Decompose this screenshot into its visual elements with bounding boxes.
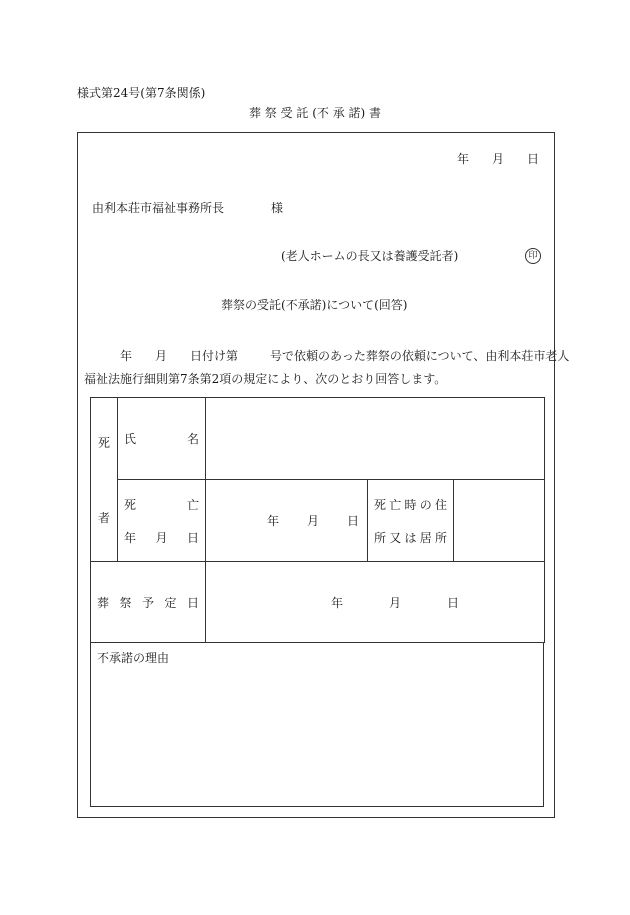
body-text-1: 号で依頼のあった葬祭の依頼について、由利本荘市老人 bbox=[270, 349, 570, 363]
honorific: 様 bbox=[271, 201, 284, 215]
body-day: 日付け第 bbox=[190, 349, 239, 363]
death-date-label: 死 亡 年 月 日 bbox=[118, 480, 206, 562]
death-date-value: 年 月 日 bbox=[206, 480, 368, 562]
date-day: 日 bbox=[527, 152, 540, 166]
date-month: 月 bbox=[492, 152, 505, 166]
form-number: 様式第24号(第7条関係) bbox=[77, 86, 206, 100]
name-label: 氏 名 bbox=[118, 398, 206, 480]
page-title: 葬 祭 受 託 (不 承 諾) 書 bbox=[248, 106, 382, 120]
sender-label: (老人ホームの長又は養護受託者) bbox=[281, 249, 459, 263]
body-year: 年 bbox=[120, 349, 133, 363]
deceased-char-1: 死 bbox=[97, 435, 110, 450]
deceased-header bbox=[91, 398, 118, 562]
address-label: 死 亡 時 の 住 所 又 は 居 所 bbox=[368, 480, 454, 562]
addressee: 由利本荘市福祉事務所長 bbox=[92, 201, 225, 215]
subject: 葬祭の受託(不承諾)について(回答) bbox=[221, 298, 408, 312]
body-text-2: 福祉法施行細則第7条第2項の規定により、次のとおり回答します。 bbox=[84, 372, 447, 386]
reason-label: 不承諾の理由 bbox=[97, 651, 170, 665]
deceased-char-2: 者 bbox=[97, 510, 110, 525]
name-value bbox=[206, 398, 545, 480]
reason-box bbox=[90, 642, 544, 807]
address-value bbox=[454, 480, 545, 562]
info-table bbox=[90, 397, 545, 643]
funeral-date-value: 年 月 日 bbox=[206, 562, 545, 643]
seal-mark: 印 bbox=[525, 248, 541, 264]
funeral-date-label: 葬 祭 予 定 日 bbox=[91, 562, 206, 643]
body-month: 月 bbox=[155, 349, 168, 363]
date-year: 年 bbox=[457, 152, 470, 166]
